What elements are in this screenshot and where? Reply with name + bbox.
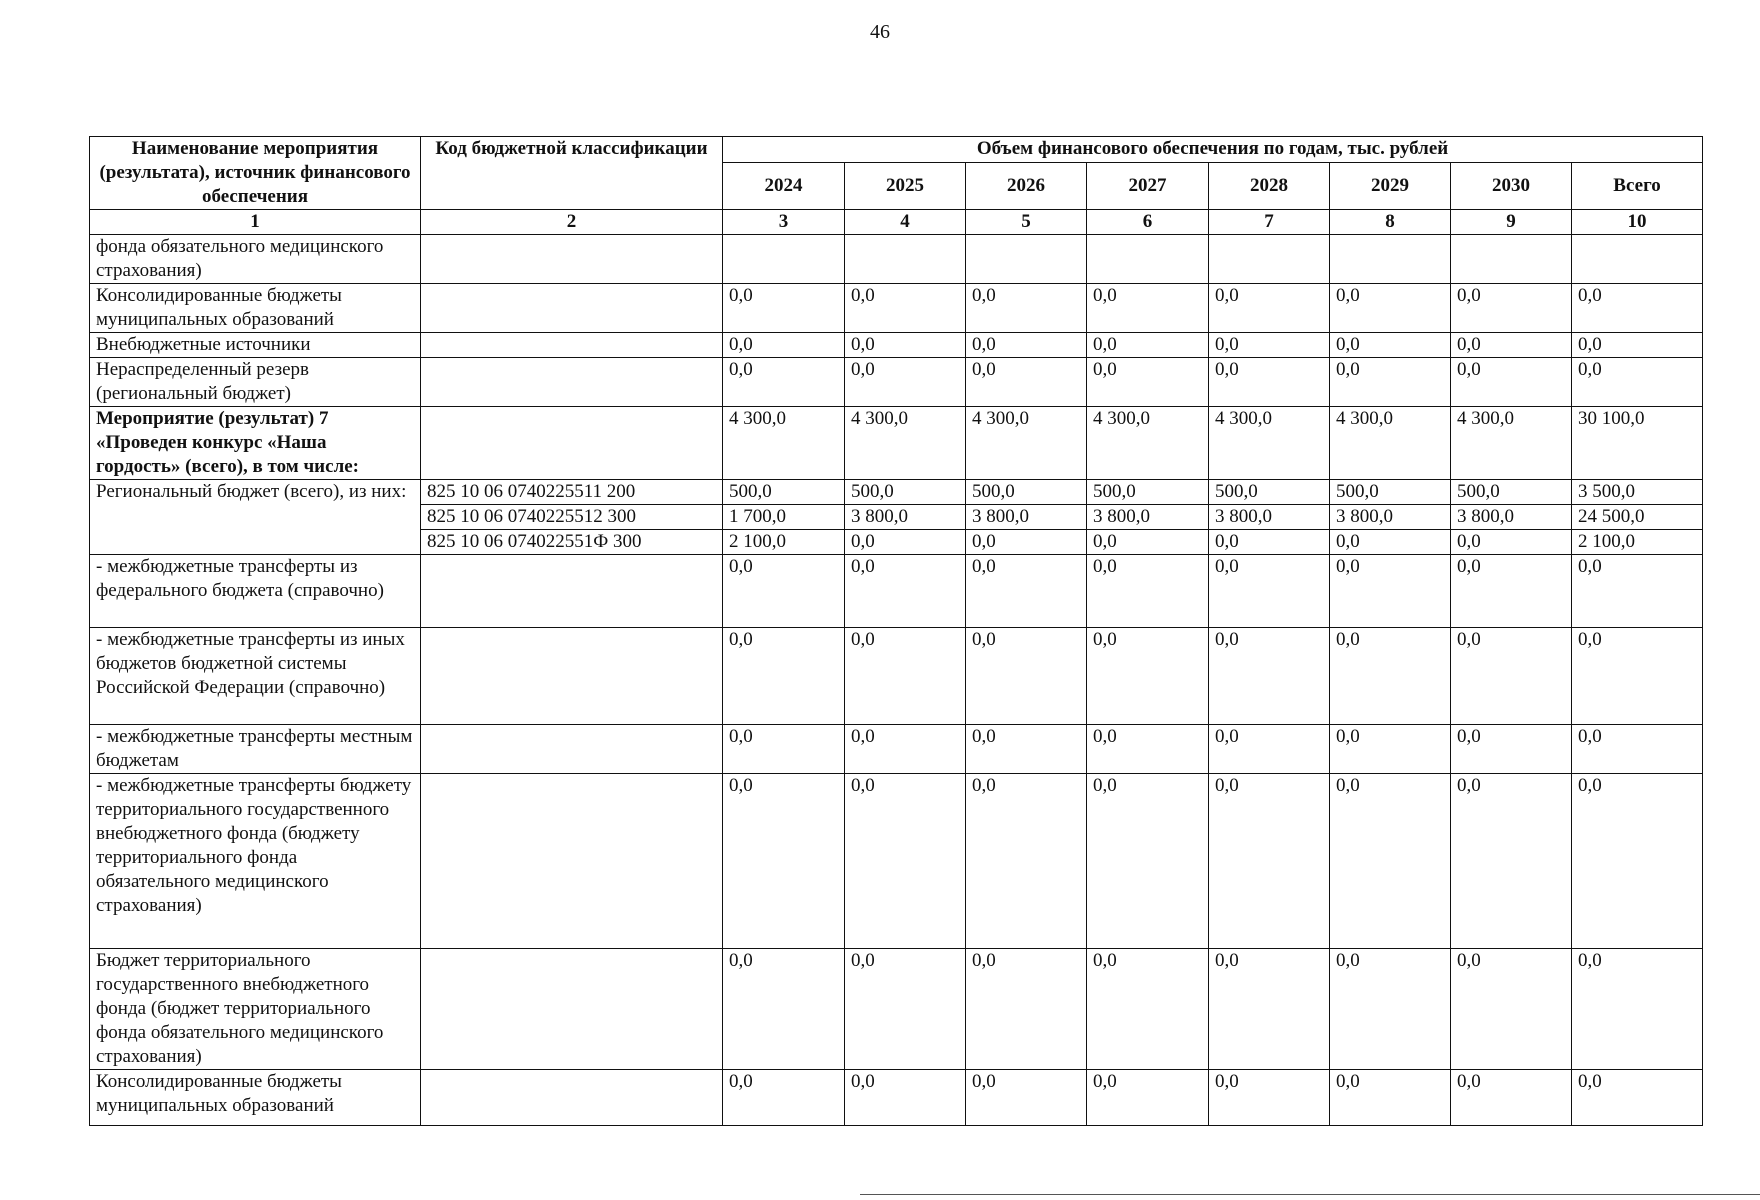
- value-total: 0,0: [1572, 555, 1703, 628]
- value-2025: [845, 235, 966, 284]
- row-name: - межбюджетные трансферты из иных бюджетов бюджетной системы Российской Федерации (справочно): [90, 628, 421, 725]
- value-2025: 4 300,0: [845, 407, 966, 480]
- value-2028: 0,0: [1209, 1070, 1330, 1126]
- table-row: [90, 555, 1703, 628]
- row-code: [421, 235, 723, 284]
- value-2027: 0,0: [1087, 628, 1209, 725]
- value-2025: 0,0: [845, 530, 966, 555]
- header-year-2029: 2029: [1330, 162, 1451, 209]
- value-2028: 3 800,0: [1209, 505, 1330, 530]
- value-2024: 0,0: [723, 1070, 845, 1126]
- value-total: 0,0: [1572, 949, 1703, 1070]
- value-2024: 0,0: [723, 725, 845, 774]
- value-2028: 0,0: [1209, 725, 1330, 774]
- value-total: 0,0: [1572, 1070, 1703, 1126]
- value-2029: 0,0: [1330, 333, 1451, 358]
- value-2030: 0,0: [1451, 628, 1572, 725]
- scan-rule-line: [860, 1194, 1760, 1195]
- value-2024: 0,0: [723, 358, 845, 407]
- value-2025: 3 800,0: [845, 505, 966, 530]
- value-2026: 0,0: [966, 774, 1087, 949]
- value-2030: 4 300,0: [1451, 407, 1572, 480]
- header-year-2024: 2024: [723, 162, 845, 209]
- value-2026: 0,0: [966, 949, 1087, 1070]
- value-total: [1572, 235, 1703, 284]
- header-total: Всего: [1572, 162, 1703, 209]
- row-name: Региональный бюджет (всего), из них:: [90, 480, 421, 555]
- row-code: [421, 407, 723, 480]
- table-row: [90, 333, 1703, 358]
- value-2025: 0,0: [845, 333, 966, 358]
- row-code: [421, 774, 723, 949]
- value-2025: 0,0: [845, 628, 966, 725]
- value-2024: 1 700,0: [723, 505, 845, 530]
- value-2030: 0,0: [1451, 358, 1572, 407]
- header-year-2030: 2030: [1451, 162, 1572, 209]
- value-2025: 0,0: [845, 774, 966, 949]
- financing-table: [89, 136, 1703, 1126]
- row-code: [421, 725, 723, 774]
- value-2026: 0,0: [966, 555, 1087, 628]
- value-2027: 0,0: [1087, 530, 1209, 555]
- value-2028: 0,0: [1209, 284, 1330, 333]
- value-2029: 0,0: [1330, 774, 1451, 949]
- value-2026: [966, 235, 1087, 284]
- header-name-col: Наименование мероприятия (результата), источник финансового обеспечения: [90, 137, 421, 210]
- col-number-8: 8: [1330, 210, 1451, 235]
- header-year-2026: 2026: [966, 162, 1087, 209]
- value-2026: 0,0: [966, 628, 1087, 725]
- col-number-3: 3: [723, 210, 845, 235]
- value-2024: 0,0: [723, 555, 845, 628]
- header-year-2027: 2027: [1087, 162, 1209, 209]
- value-2029: 0,0: [1330, 949, 1451, 1070]
- row-name: Бюджет территориального государственного внебюджетного фонда (бюджет территориального фонда обязательного медицинского страхования): [90, 949, 421, 1070]
- row-name: Внебюджетные источники: [90, 333, 421, 358]
- value-2030: 0,0: [1451, 725, 1572, 774]
- value-2025: 0,0: [845, 358, 966, 407]
- value-2027: 0,0: [1087, 1070, 1209, 1126]
- value-2029: 0,0: [1330, 530, 1451, 555]
- value-2030: 0,0: [1451, 284, 1572, 333]
- value-2027: 4 300,0: [1087, 407, 1209, 480]
- value-2026: 500,0: [966, 480, 1087, 505]
- value-2028: [1209, 235, 1330, 284]
- value-2029: 0,0: [1330, 1070, 1451, 1126]
- value-2024: 0,0: [723, 774, 845, 949]
- value-total: 0,0: [1572, 358, 1703, 407]
- value-2028: 0,0: [1209, 949, 1330, 1070]
- value-2026: 0,0: [966, 530, 1087, 555]
- value-2028: 0,0: [1209, 530, 1330, 555]
- row-code: 825 10 06 0740225512 300: [421, 505, 723, 530]
- table-row: [90, 284, 1703, 333]
- col-number-6: 6: [1087, 210, 1209, 235]
- table-row: [90, 407, 1703, 480]
- value-2029: 4 300,0: [1330, 407, 1451, 480]
- value-2024: 2 100,0: [723, 530, 845, 555]
- value-2028: 0,0: [1209, 555, 1330, 628]
- value-2030: 0,0: [1451, 530, 1572, 555]
- value-2026: 0,0: [966, 333, 1087, 358]
- col-number-2: 2: [421, 210, 723, 235]
- row-code: [421, 333, 723, 358]
- value-2026: 0,0: [966, 358, 1087, 407]
- header-year-2025: 2025: [845, 162, 966, 209]
- value-total: 0,0: [1572, 284, 1703, 333]
- table-row: [90, 1070, 1703, 1126]
- table-row: [90, 235, 1703, 284]
- value-2025: 500,0: [845, 480, 966, 505]
- value-2028: 500,0: [1209, 480, 1330, 505]
- value-2026: 4 300,0: [966, 407, 1087, 480]
- value-total: 30 100,0: [1572, 407, 1703, 480]
- row-code: [421, 555, 723, 628]
- col-number-5: 5: [966, 210, 1087, 235]
- header-code-col: Код бюджетной классификации: [421, 137, 723, 210]
- value-2025: 0,0: [845, 1070, 966, 1126]
- value-2029: 0,0: [1330, 358, 1451, 407]
- value-2030: 500,0: [1451, 480, 1572, 505]
- value-2027: 0,0: [1087, 333, 1209, 358]
- value-2024: 0,0: [723, 284, 845, 333]
- value-2025: 0,0: [845, 949, 966, 1070]
- page-number: 46: [870, 21, 890, 43]
- col-number-1: 1: [90, 210, 421, 235]
- value-2026: 0,0: [966, 1070, 1087, 1126]
- value-total: 0,0: [1572, 628, 1703, 725]
- header-volume-group: Объем финансового обеспечения по годам, тыс. рублей: [723, 137, 1703, 163]
- value-2026: 3 800,0: [966, 505, 1087, 530]
- value-2026: 0,0: [966, 284, 1087, 333]
- value-2029: 0,0: [1330, 628, 1451, 725]
- col-number-4: 4: [845, 210, 966, 235]
- row-name: Консолидированные бюджеты муниципальных образований: [90, 1070, 421, 1126]
- value-2024: 0,0: [723, 333, 845, 358]
- value-2029: 0,0: [1330, 555, 1451, 628]
- value-2024: 0,0: [723, 949, 845, 1070]
- row-name: - межбюджетные трансферты из федерального бюджета (справочно): [90, 555, 421, 628]
- col-number-7: 7: [1209, 210, 1330, 235]
- row-name: Нераспределенный резерв (региональный бюджет): [90, 358, 421, 407]
- row-code: [421, 628, 723, 725]
- value-2027: 0,0: [1087, 555, 1209, 628]
- row-code: [421, 358, 723, 407]
- row-name: - межбюджетные трансферты местным бюджетам: [90, 725, 421, 774]
- value-total: 2 100,0: [1572, 530, 1703, 555]
- value-2030: 3 800,0: [1451, 505, 1572, 530]
- value-total: 0,0: [1572, 774, 1703, 949]
- row-code: [421, 284, 723, 333]
- value-total: 3 500,0: [1572, 480, 1703, 505]
- value-2030: 0,0: [1451, 774, 1572, 949]
- row-code: [421, 949, 723, 1070]
- row-name: фонда обязательного медицинского страхования): [90, 235, 421, 284]
- value-2028: 0,0: [1209, 358, 1330, 407]
- value-2027: [1087, 235, 1209, 284]
- value-total: 0,0: [1572, 333, 1703, 358]
- table-row: [90, 725, 1703, 774]
- value-2028: 0,0: [1209, 774, 1330, 949]
- value-2027: 3 800,0: [1087, 505, 1209, 530]
- value-2025: 0,0: [845, 555, 966, 628]
- value-2027: 0,0: [1087, 949, 1209, 1070]
- value-2027: 0,0: [1087, 284, 1209, 333]
- value-2024: 0,0: [723, 628, 845, 725]
- value-2029: 0,0: [1330, 725, 1451, 774]
- value-2026: 0,0: [966, 725, 1087, 774]
- row-code: 825 10 06 0740225511 200: [421, 480, 723, 505]
- value-2030: 0,0: [1451, 333, 1572, 358]
- value-total: 0,0: [1572, 725, 1703, 774]
- value-2030: [1451, 235, 1572, 284]
- value-total: 24 500,0: [1572, 505, 1703, 530]
- row-code: 825 10 06 074022551Ф 300: [421, 530, 723, 555]
- value-2025: 0,0: [845, 284, 966, 333]
- value-2028: 0,0: [1209, 333, 1330, 358]
- value-2028: 0,0: [1209, 628, 1330, 725]
- value-2028: 4 300,0: [1209, 407, 1330, 480]
- header-year-2028: 2028: [1209, 162, 1330, 209]
- table-row: [90, 949, 1703, 1070]
- value-2029: 500,0: [1330, 480, 1451, 505]
- value-2027: 0,0: [1087, 725, 1209, 774]
- value-2027: 500,0: [1087, 480, 1209, 505]
- value-2029: 3 800,0: [1330, 505, 1451, 530]
- table-row: [90, 480, 1703, 505]
- value-2024: 500,0: [723, 480, 845, 505]
- row-name: - межбюджетные трансферты бюджету территориального государственного внебюджетного фонда (бюджету территориального фонда обязательного медицинского страхования): [90, 774, 421, 949]
- value-2030: 0,0: [1451, 555, 1572, 628]
- value-2030: 0,0: [1451, 949, 1572, 1070]
- table-row: [90, 774, 1703, 949]
- row-name: Консолидированные бюджеты муниципальных образований: [90, 284, 421, 333]
- row-code: [421, 1070, 723, 1126]
- value-2029: [1330, 235, 1451, 284]
- row-name: Мероприятие (результат) 7 «Проведен конкурс «Наша гордость» (всего), в том числе:: [90, 407, 421, 480]
- value-2027: 0,0: [1087, 358, 1209, 407]
- value-2030: 0,0: [1451, 1070, 1572, 1126]
- value-2024: [723, 235, 845, 284]
- value-2025: 0,0: [845, 725, 966, 774]
- value-2024: 4 300,0: [723, 407, 845, 480]
- col-number-10: 10: [1572, 210, 1703, 235]
- table-row: [90, 628, 1703, 725]
- table-row: [90, 358, 1703, 407]
- value-2027: 0,0: [1087, 774, 1209, 949]
- value-2029: 0,0: [1330, 284, 1451, 333]
- col-number-9: 9: [1451, 210, 1572, 235]
